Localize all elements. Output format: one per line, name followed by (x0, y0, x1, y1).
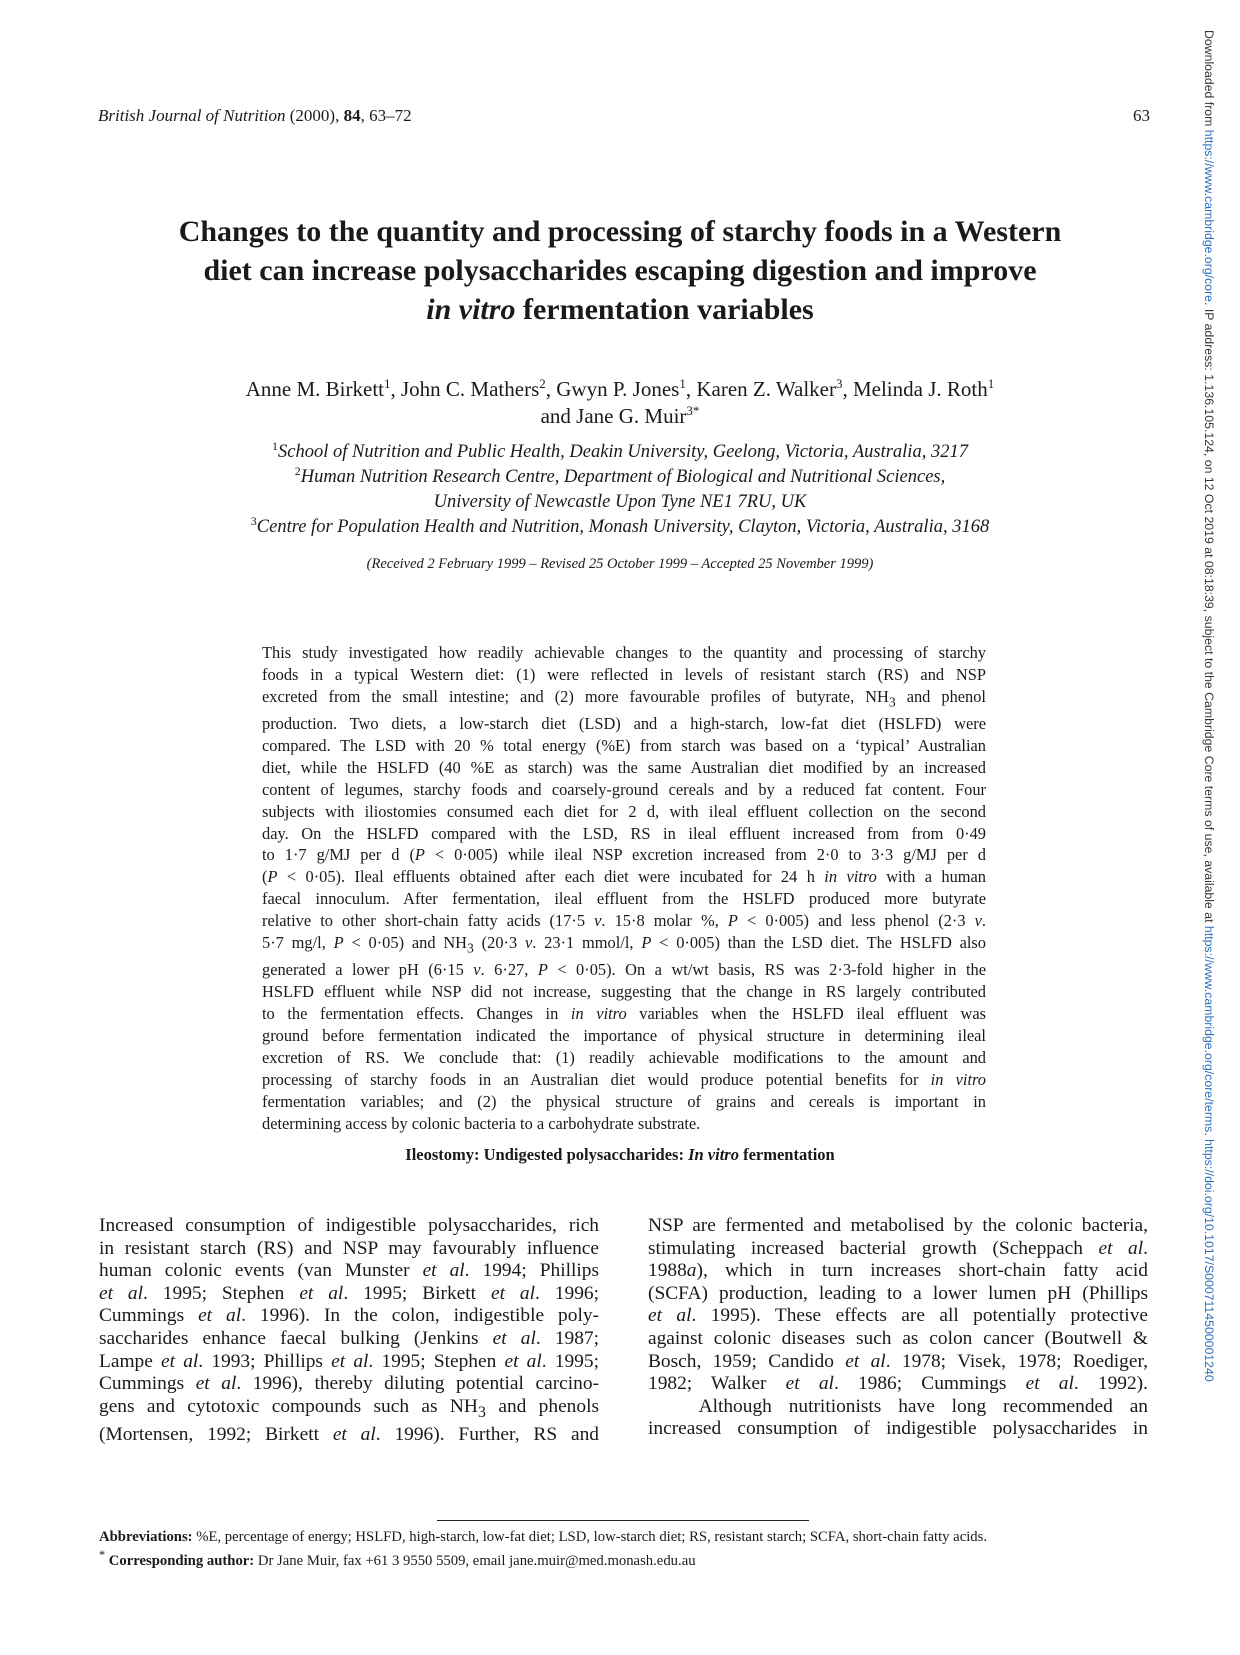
affiliation-line (100, 490, 1140, 515)
page-number: 63 (1133, 106, 1150, 125)
abbreviations-text: %E, percentage of energy; HSLFD, high-starch, low-fat diet; LSD, low-starch diet; RS, resistant starch; SCFA, short-chain fatty acids. (192, 1529, 988, 1545)
asterisk-mark: * (99, 1548, 106, 1562)
abstract-line: content of legumes, starchy foods and coarsely-ground cereals and by a reduced fat content. Four (262, 779, 986, 799)
affiliation-text: Centre for Population Health and Nutrition, Monash University, Clayton, Victoria, Australia, 3168 (256, 517, 990, 537)
keywords: Ileostomy: Undigested polysaccharides: In vitro fermentation (405, 1145, 835, 1164)
abstract-line: diet, while the HSLFD (40 %E as starch) was the same Australian diet modified by an increased (262, 757, 986, 777)
body-text-line: Although nutritionists have long recommended an (648, 1395, 1148, 1417)
affiliation-line (100, 515, 1140, 540)
abstract (262, 642, 986, 1135)
abbreviations-footnote (99, 1528, 1179, 1546)
journal-volume: 84 (343, 106, 361, 125)
abstract-line: relative to other short-chain fatty acids (17·5 v. 15·8 molar %, P < 0·005) and less phenol (2·3 v. (262, 911, 987, 931)
body-text-line: Increased consumption of indigestible polysaccharides, rich (99, 1215, 599, 1236)
journal-citation (98, 106, 412, 126)
abstract-line: faecal innoculum. After fermentation, ileal effluent from the HSLFD produced more butyrate (262, 889, 986, 909)
body-text-line: Cummings et al. 1996), thereby diluting potential carcino- (99, 1373, 599, 1395)
affiliation-line (100, 465, 1140, 490)
footnotes (99, 1528, 1179, 1570)
body-text-line: stimulating increased bacterial growth (Scheppach et al. (648, 1237, 1148, 1259)
body-text-line: (SCFA) production, leading to a lower lumen pH (Phillips (648, 1282, 1148, 1304)
affiliation-line (100, 440, 1140, 465)
author-affil-mark: 3 (835, 376, 843, 391)
abstract-line: HSLFD effluent while NSP did not increase, suggesting that the change in RS largely contributed (262, 982, 986, 1002)
abstract-line: (P < 0·05). Ileal effluents obtained after each diet were incubated for 24 h in vitro with a human (262, 867, 986, 887)
journal-name: British Journal of Nutrition (98, 106, 286, 125)
journal-pages: , 63–72 (360, 106, 412, 125)
abstract-line: processing of starchy foods in an Australian diet would produce potential benefits for in vitro (262, 1069, 986, 1089)
abstract-line: excreted from the small intestine; and (2) more favourable profiles of butyrate, $NH_3$ and phenol (262, 686, 986, 710)
body-text-line: 1982; Walker et al. 1986; Cummings et al. 1992). (648, 1373, 1148, 1395)
abbreviations-label: Abbreviations: (99, 1529, 193, 1545)
abstract-line: determining access by colonic bacteria to a carbohydrate substrate. (262, 1113, 701, 1133)
body-column-left (99, 1215, 599, 1447)
author-affil-mark: 1 (679, 376, 686, 391)
body-text-line: Lampe et al. 1993; Phillips et al. 1995; Stephen et al. 1995; (99, 1350, 599, 1372)
author-affil-mark: 1 (987, 376, 995, 391)
abstract-line: fermentation variables; and (2) the physical structure of grains and cereals is important in (262, 1091, 986, 1111)
body-text-line: et al. 1995; Stephen et al. 1995; Birkett et al. 1996; (99, 1282, 599, 1304)
title-line: Changes to the quantity and processing of starchy foods in a Western (178, 215, 1062, 248)
body-text-line: (Mortensen, 1992; Birkett et al. 1996). Further, RS and (99, 1424, 599, 1446)
cambridge-core-link[interactable]: https://www.cambridge.org/core (1202, 129, 1216, 303)
abstract-line: production. Two diets, a low-starch diet (LSD) and a high-starch, low-fat diet (HSLFD) were (262, 714, 986, 733)
affiliation-text: University of Newcastle Upon Tyne NE1 7RU, UK (433, 492, 807, 512)
affiliation-text: School of Nutrition and Public Health, Deakin University, Geelong, Victoria, Australia, 3217 (278, 442, 968, 462)
body-text-line: against colonic diseases such as colon cancer (Boutwell & (648, 1327, 1148, 1349)
notice-middle: . IP address: 1.136.105.124, on 12 Oct 2019 at 08:18:39, subject to the Cambridge Core terms of use, available at (1202, 302, 1216, 926)
terms-link[interactable]: https://www.cambridge.org/core/terms (1202, 925, 1216, 1133)
author-name: Melinda J. Roth (852, 377, 988, 401)
title-italic: in vitro (426, 293, 516, 326)
notice-prefix: Downloaded from (1202, 30, 1216, 130)
abstract-line: subjects with iliostomies consumed each diet for 2 d, with ileal effluent collection on the second (262, 801, 986, 821)
doi-link[interactable]: https://doi.org/10.1017/S0007114500001240 (1202, 1139, 1216, 1382)
body-text-line: et al. 1995). These effects are all potentially protective (648, 1305, 1148, 1327)
author-name: and Jane G. Muir (540, 404, 687, 428)
body-text-line: human colonic events (van Munster et al. 1994; Phillips (99, 1260, 599, 1282)
author-name: Gwyn P. Jones (556, 377, 680, 401)
affiliation-mark: 2 (294, 464, 301, 478)
body-text-line: in resistant starch (RS) and NSP may favourably influence (99, 1237, 599, 1259)
body-text-line: Bosch, 1959; Candido et al. 1978; Visek, 1978; Roediger, (648, 1350, 1149, 1372)
download-notice (1198, 30, 1218, 1550)
affiliation-mark: 1 (272, 439, 279, 453)
abstract-line: to the fermentation effects. Changes in in vitro variables when the HSLFD ileal effluent was (262, 1004, 986, 1024)
body-text-line: gens and cytotoxic compounds such as $NH_3$ and phenols (99, 1395, 599, 1421)
abstract-line: ground before fermentation indicated the importance of physical structure in determining ileal (262, 1025, 986, 1045)
authors-line (100, 403, 1140, 430)
affiliation-mark: 3 (250, 514, 257, 528)
corresponding-footnote (99, 1546, 1179, 1570)
abstract-line: 5·7 mg/l, P < 0·05) and $NH_3$ (20·3 v. 23·1 mmol/l, P < 0·005) than the LSD diet. The HSLFD also (262, 933, 986, 956)
body-text-line: increased consumption of indigestible polysaccharides in (648, 1418, 1148, 1440)
affiliation-text: Human Nutrition Research Centre, Department of Biological and Nutritional Sciences, (300, 467, 946, 487)
notice-sep: . (1202, 1132, 1216, 1140)
journal-year: (2000), (289, 106, 340, 125)
author-affil-mark: 2 (539, 376, 546, 391)
corresponding-text: Dr Jane Muir, fax +61 3 9550 5509, email jane.muir@med.monash.edu.au (254, 1552, 696, 1569)
title-line: diet can increase polysaccharides escaping digestion and improve (203, 254, 1037, 287)
author-name: Karen Z. Walker (696, 377, 836, 401)
abstract-line: This study investigated how readily achievable changes to the quantity and processing of starchy (262, 643, 986, 662)
body-column-right (648, 1215, 1148, 1441)
abstract-line: foods in a typical Western diet: (1) were reflected in levels of resistant starch (RS) and NSP (262, 664, 986, 684)
author-list (100, 376, 1140, 430)
affiliations (100, 440, 1140, 540)
body-text-line: Cummings et al. 1996). In the colon, indigestible poly- (99, 1305, 599, 1327)
abstract-line: compared. The LSD with 20 % total energy (%E) from starch was based on a ‘typical’ Australian (262, 735, 986, 755)
footnote-divider (437, 1520, 809, 1521)
abstract-line: excretion of RS. We conclude that: (1) readily achievable modifications to the amount and (262, 1047, 986, 1067)
author-name: John C. Mathers (401, 377, 540, 401)
download-notice-text (1202, 30, 1216, 1382)
corresponding-label: Corresponding author: (105, 1552, 255, 1569)
body-text-line: 1988a), which in turn increases short-chain fatty acid (648, 1260, 1148, 1282)
abstract-line: day. On the HSLFD compared with the LSD, RS in ileal effluent increased from from 0·49 (262, 823, 986, 843)
authors-line: Anne M. Birkett$^1$, John C. Mathers$^2$, Gwyn P. Jones$^1$, Karen Z. Walker$^3$, Melinda J. Roth$^1$ (245, 376, 995, 401)
body-text-line: NSP are fermented and metabolised by the colonic bacteria, (648, 1215, 1148, 1236)
author-affil-mark: 3* (686, 403, 700, 418)
abstract-line: generated a lower pH (6·15 v. 6·27, P < 0·05). On a wt/wt basis, RS was 2·3-fold higher in the (262, 960, 986, 980)
abstract-line: to 1·7 g/MJ per d (P < 0·005) while ileal NSP excretion increased from 2·0 to 3·3 g/MJ per d (262, 845, 986, 865)
author-affil-mark: 1 (384, 376, 391, 391)
article-title (100, 212, 1140, 329)
body-text-line: saccharides enhance faecal bulking (Jenkins et al. 1987; (99, 1327, 599, 1349)
title-rest: fermentation variables (515, 293, 814, 326)
received-dates: (Received 2 February 1999 – Revised 25 October 1999 – Accepted 25 November 1999) (366, 556, 874, 572)
title-line (100, 290, 1140, 329)
author-name: Anne M. Birkett (245, 377, 384, 401)
